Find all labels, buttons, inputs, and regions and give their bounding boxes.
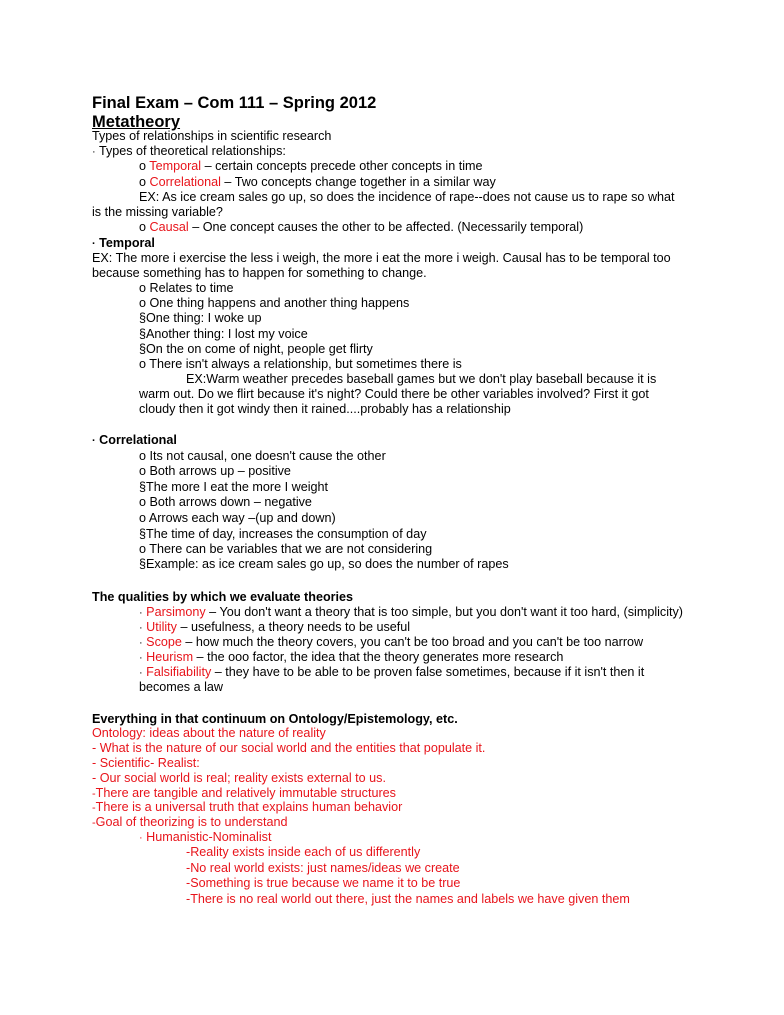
example-text: EX: As ice cream sales go up, so does the incidence of rape--does not cause us to rape so what — [139, 190, 675, 204]
bullet-icon: · — [139, 652, 143, 664]
example-text: because something has to happen for something to change. — [92, 266, 427, 280]
list-item-continuation: becomes a law — [139, 680, 223, 694]
list-item: · Scope – how much the theory covers, you can't be too broad and you can't be too narrow — [139, 635, 644, 649]
bullet-icon: · — [139, 622, 143, 634]
term-utility: Utility — [146, 620, 177, 634]
ontology-heading: Everything in that continuum on Ontology/Epistemology, etc. — [92, 712, 458, 726]
term-heurism: Heurism — [146, 650, 194, 664]
list-item: o There can be variables that we are not considering — [139, 542, 433, 556]
list-item: -No real world exists: just names/ideas we create — [186, 861, 460, 875]
term-causal: Causal — [149, 220, 189, 234]
list-item: · Utility – usefulness, a theory needs to be useful — [139, 620, 411, 634]
bullet-icon: · — [139, 832, 143, 844]
ontology-line: -There are tangible and relatively immutable structures — [92, 786, 396, 800]
list-item: -Reality exists inside each of us differently — [186, 845, 421, 859]
list-item: o Causal – One concept causes the other to be affected. (Necessarily temporal) — [139, 220, 584, 234]
ontology-line: Ontology: ideas about the nature of reality — [92, 726, 326, 740]
example-text: EX:Warm weather precedes baseball games but we don't play baseball because it is — [186, 372, 657, 386]
page-title: Final Exam – Com 111 – Spring 2012 — [92, 94, 377, 112]
list-item: §The time of day, increases the consumption of day — [139, 527, 427, 541]
list-item: · Heurism – the ooo factor, the idea that the theory generates more research — [139, 650, 564, 664]
list-item: o Its not causal, one doesn't cause the other — [139, 449, 386, 463]
ontology-line: - Scientific- Realist: — [92, 756, 200, 770]
list-item: o There isn't always a relationship, but sometimes there is — [139, 357, 462, 371]
list-item: §One thing: I woke up — [139, 311, 262, 325]
dash-icon: - — [92, 802, 96, 814]
list-item: -Something is true because we name it to be true — [186, 876, 461, 890]
list-item: §Another thing: I lost my voice — [139, 327, 308, 341]
ontology-line: - What is the nature of our social world and the entities that populate it. — [92, 741, 486, 755]
bullet-icon: · — [139, 637, 143, 649]
list-item: o Arrows each way –(up and down) — [139, 511, 336, 525]
list-item: §On the on come of night, people get flirty — [139, 342, 373, 356]
section-metatheory-heading: Metatheory — [92, 113, 181, 131]
list-item: o Temporal – certain concepts precede other concepts in time — [139, 159, 483, 173]
temporal-heading: · Temporal — [92, 236, 155, 250]
bullet-icon: · — [92, 146, 96, 158]
example-text: is the missing variable? — [92, 205, 223, 219]
example-text: EX: The more i exercise the less i weigh, the more i eat the more i weigh. Causal has to be temporal too — [92, 251, 671, 265]
bullet-icon: · — [139, 667, 143, 679]
list-item: o Both arrows down – negative — [139, 495, 312, 509]
list-item: o Correlational – Two concepts change together in a similar way — [139, 175, 496, 189]
bullet-icon: · — [92, 238, 96, 250]
list-item: · Types of theoretical relationships: — [92, 144, 286, 158]
list-item: §Example: as ice cream sales go up, so does the number of rapes — [139, 557, 509, 571]
list-item: · Falsifiability – they have to be able to be proven false sometimes, because if it isn't then it — [139, 665, 645, 679]
list-item: o Both arrows up – positive — [139, 464, 291, 478]
term-scope: Scope — [146, 635, 182, 649]
list-item: o Relates to time — [139, 281, 234, 295]
term-temporal: Temporal — [149, 159, 202, 173]
list-item: · Parsimony – You don't want a theory that is too simple, but you don't want it too hard, (simplicity) — [139, 605, 684, 619]
example-text: cloudy then it got windy then it rained....probably has a relationship — [139, 402, 511, 416]
example-text: warm out. Do we flirt because it's night? Could there be other variables involved? First it got — [139, 387, 649, 401]
list-item: -There is no real world out there, just the names and labels we have given them — [186, 892, 630, 906]
term-falsifiability: Falsifiability — [146, 665, 212, 679]
correlational-heading: · Correlational — [92, 433, 177, 447]
ontology-line: -Goal of theorizing is to understand — [92, 815, 288, 829]
term-correlational: Correlational — [149, 175, 221, 189]
intro-text: Types of relationships in scientific research — [92, 129, 332, 143]
term-parsimony: Parsimony — [146, 605, 206, 619]
list-item: §The more I eat the more I weight — [139, 480, 329, 494]
humanistic-heading: · Humanistic-Nominalist — [139, 830, 272, 844]
dash-icon: - — [92, 788, 96, 800]
dash-icon: - — [92, 817, 96, 829]
bullet-icon: · — [92, 435, 96, 447]
list-item: o One thing happens and another thing happens — [139, 296, 410, 310]
ontology-line: -There is a universal truth that explains human behavior — [92, 800, 403, 814]
qualities-heading: The qualities by which we evaluate theories — [92, 590, 354, 604]
bullet-icon: · — [139, 607, 143, 619]
ontology-line: - Our social world is real; reality exists external to us. — [92, 771, 386, 785]
